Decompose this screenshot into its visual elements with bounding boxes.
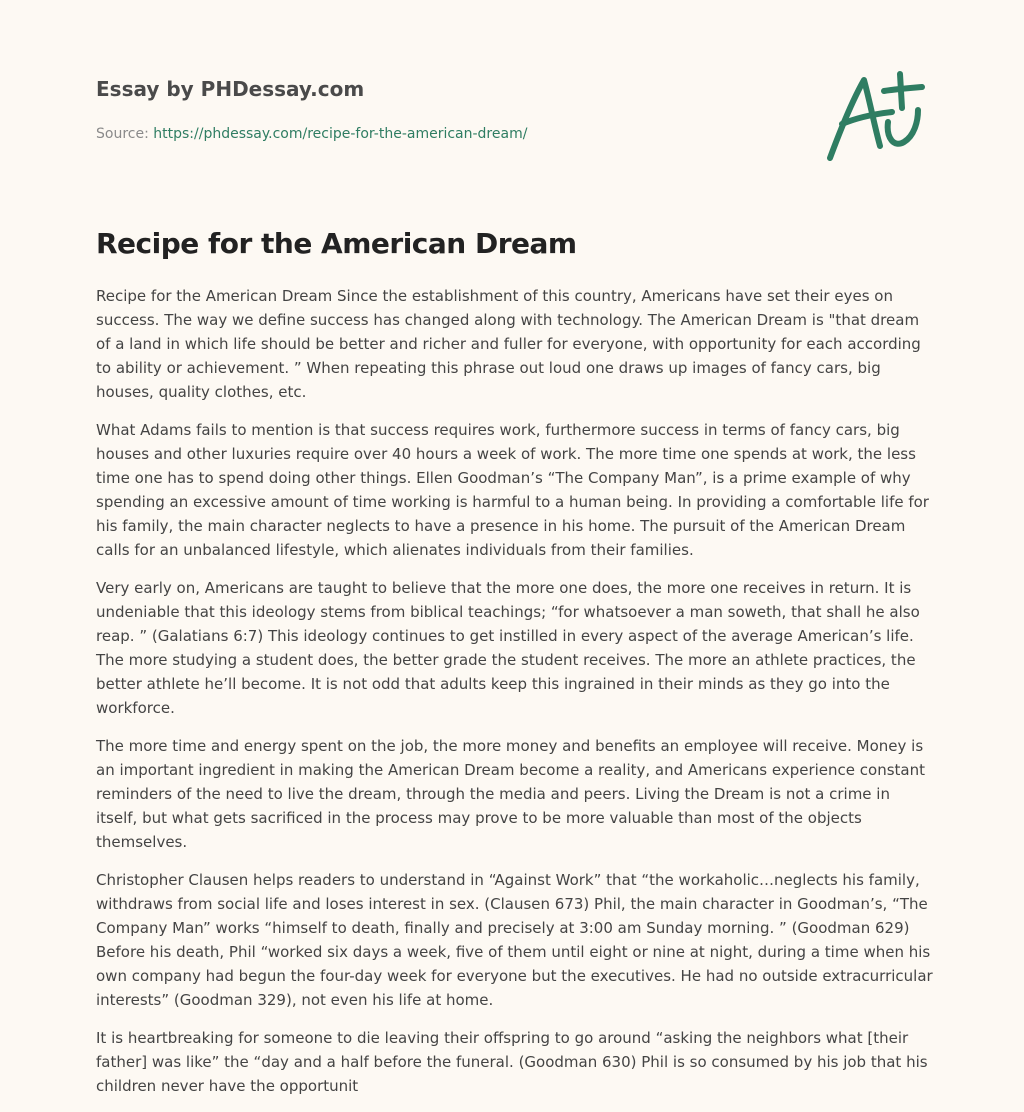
- essay-paragraph: The more time and energy spent on the job, the more money and benefits an employee will receive. Money is an important ingredient in making the American Dream become a reality, and Americans experience constant reminders of the need to live the dream, through the media and peers. Living the Dream is not a crime in itself, but what gets sacrificed in the process may prove to be more valuable than most of the objects themselves.: [96, 737, 925, 851]
- source-link[interactable]: https://phdessay.com/recipe-for-the-american-dream/: [153, 126, 528, 142]
- essay-header: [96, 74, 796, 144]
- essay-paragraph: Christopher Clausen helps readers to understand in “Against Work” that “the workaholic…neglects his family, withdraws from social life and loses interest in sex. (Clausen 673) Phil, the main character in Goodman’s, “The Company Man” works “himself to death, finally and precisely at 3:00 am Sunday morning. ” (Goodman 629) Before his death, Phil “worked six days a week, five of them until eight or nine at night, during a time when his own company had begun the four-day week for everyone but the executives. He had no outside extracurricular interests” (Goodman 329), not even his life at home.: [96, 871, 933, 1009]
- source-line: [96, 124, 796, 144]
- essay-paragraph: Recipe for the American Dream Since the establishment of this country, Americans have set their eyes on success. The way we define success has changed along with technology. The American Dream is "that dream of a land in which life should be better and richer and fuller for everyone, with opportunity for each according to ability or achievement. ” When repeating this phrase out loud one draws up images of fancy cars, big houses, quality clothes, etc.: [96, 287, 921, 401]
- essay-body: [96, 284, 936, 1112]
- essay-paragraph: Very early on, Americans are taught to believe that the more one does, the more one receives in return. It is undeniable that this ideology stems from biblical teachings; “for whatsoever a man soweth, that shall he also reap. ” (Galatians 6:7) This ideology continues to get instilled in every aspect of the average American’s life. The more studying a student does, the better grade the student receives. The more an athlete practices, the better athlete he’ll become. It is not odd that adults keep this ingrained in their minds as they go into the workforce.: [96, 579, 920, 717]
- a-plus-icon: [820, 66, 930, 166]
- essay-title: Recipe for the American Dream: [96, 227, 577, 260]
- source-label: Source:: [96, 126, 154, 142]
- brand-title: Essay by PHDessay.com: [96, 77, 365, 101]
- essay-paragraph: What Adams fails to mention is that success requires work, furthermore success in terms of fancy cars, big houses and other luxuries require over 40 hours a week of work. The more time one spends at work, the less time one has to spend doing other things. Ellen Goodman’s “The Company Man”, is a prime example of why spending an excessive amount of time working is harmful to a human being. In providing a comfortable life for his family, the main character neglects to have a presence in his home. The pursuit of the American Dream calls for an unbalanced lifestyle, which alienates individuals from their families.: [96, 421, 929, 559]
- essay-paragraph: It is heartbreaking for someone to die leaving their offspring to go around “asking the neighbors what [their father] was like” the “day and a half before the funeral. (Goodman 630) Phil is so consumed by his job that his children never have the opportunit: [96, 1029, 928, 1095]
